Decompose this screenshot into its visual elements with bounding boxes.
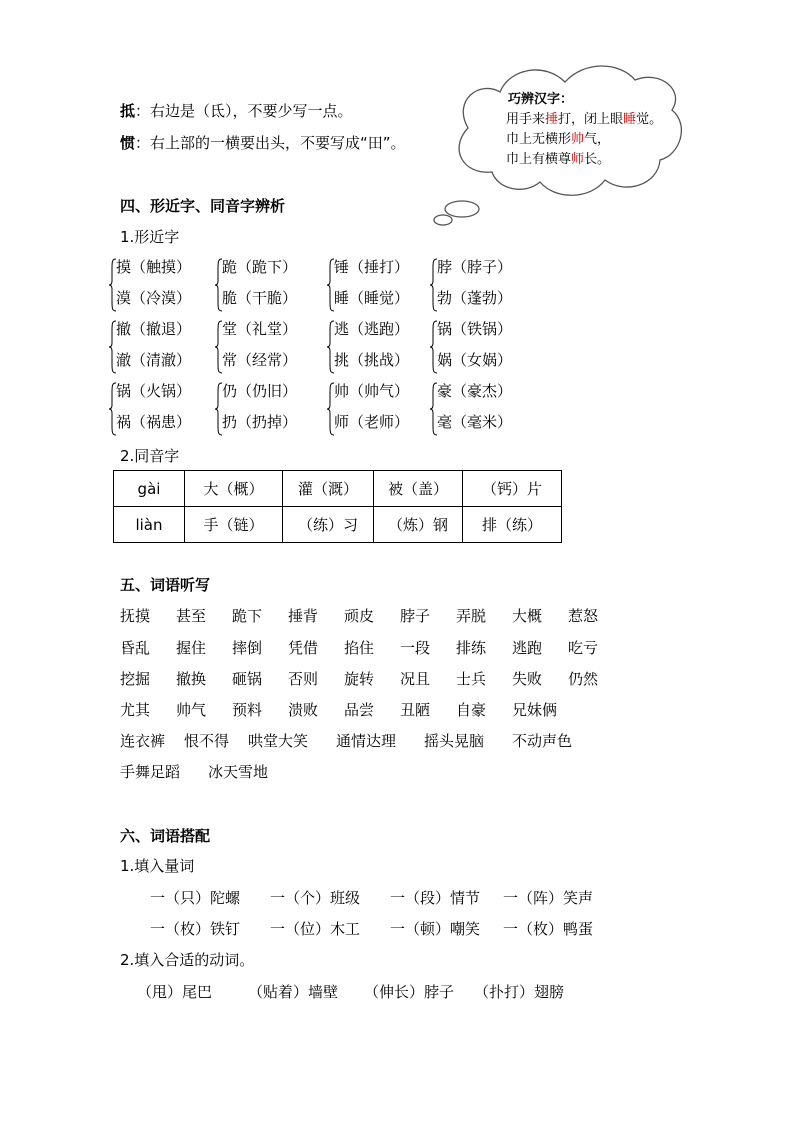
dictation-word: 摇头晃脑: [424, 732, 485, 750]
similar-char-pair: [326, 319, 436, 381]
similar-char-word: 扔（扔掉）: [222, 413, 298, 431]
similar-char-word: 常（经常）: [222, 351, 298, 369]
pinyin-cell: liàn: [114, 507, 185, 543]
similar-char-word: 跪（跪下）: [222, 258, 298, 276]
dictation-word: 捶背: [288, 607, 319, 625]
word-cell: （炼）钢: [374, 507, 463, 543]
cloud-line-2: 巾上无横形帅气，: [506, 132, 611, 147]
table-row: [114, 471, 562, 507]
similar-char-pair: [214, 257, 324, 319]
similar-char-word: 堂（礼堂）: [222, 320, 298, 338]
section6-sub2: 2.填入合适的动词。: [120, 951, 255, 969]
dictation-word: 挖掘: [120, 670, 151, 688]
dictation-word: 凭借: [288, 639, 319, 657]
dictation-word: 逃跑: [512, 639, 543, 657]
dictation-word: 况且: [400, 670, 431, 688]
dictation-word: 甚至: [176, 607, 207, 625]
note-text: ：右边是（氐），不要少写一点。: [135, 102, 353, 120]
similar-char-pair: [108, 381, 218, 443]
similar-char-word: 师（老师）: [334, 413, 410, 431]
verb-item: （扑打）翅膀: [474, 983, 565, 1001]
dictation-word: 顽皮: [344, 607, 375, 625]
similar-char-word: 豪（豪杰）: [437, 382, 513, 400]
similar-char-word: 挑（挑战）: [334, 351, 410, 369]
dictation-word: 手舞足蹈: [120, 763, 181, 781]
section4-title: 四、形近字、同音字辨析: [120, 197, 286, 215]
similar-char-word: 澈（清澈）: [116, 351, 192, 369]
similar-char-pair: [326, 381, 436, 443]
cloud-title: 巧辨汉字：: [508, 92, 574, 107]
table-row: [114, 507, 562, 543]
similar-char-pair: [429, 257, 539, 319]
word-cell: （练）习: [283, 507, 374, 543]
measure-word-item: 一（枚）鸭蛋: [503, 920, 594, 938]
dictation-word: 握住: [176, 639, 207, 657]
dictation-word: 品尝: [344, 701, 375, 719]
similar-char-pair: [214, 319, 324, 381]
similar-char-word: 娲（女娲）: [437, 351, 513, 369]
section5-title: 五、词语听写: [120, 576, 211, 594]
measure-word-item: 一（个）班级: [270, 889, 361, 907]
dictation-word: 自豪: [456, 701, 487, 719]
dictation-word: 脖子: [400, 607, 431, 625]
cloud-line-1: 用手来捶打，闭上眼睡觉。: [506, 112, 663, 127]
dictation-word: 摔倒: [232, 639, 263, 657]
dictation-word: 帅气: [176, 701, 207, 719]
dictation-word: 预料: [232, 701, 263, 719]
word-cell: 被（盖）: [374, 471, 463, 507]
dictation-word: 尤其: [120, 701, 151, 719]
word-cell: 排（练）: [463, 507, 562, 543]
dictation-word: 通情达理: [336, 732, 397, 750]
similar-char-word: 勃（蓬勃）: [437, 289, 513, 307]
verb-item: （伸长）脖子: [364, 983, 455, 1001]
similar-char-word: 仍（仍旧）: [222, 382, 298, 400]
similar-char-pair: [214, 381, 324, 443]
dictation-word: 吃亏: [568, 639, 599, 657]
similar-char-word: 睡（睡觉）: [334, 289, 410, 307]
section4-sub1: 1.形近字: [120, 228, 180, 246]
measure-word-item: 一（阵）笑声: [503, 889, 594, 907]
similar-char-word: 毫（毫米）: [437, 413, 513, 431]
similar-char-word: 锅（火锅）: [116, 382, 192, 400]
dictation-word: 否则: [288, 670, 319, 688]
verb-item: （甩）尾巴: [137, 983, 213, 1001]
dictation-word: 哄堂大笑: [248, 732, 309, 750]
similar-char-word: 锅（铁锅）: [437, 320, 513, 338]
cloud-line-3: 巾上有横尊师长。: [506, 152, 611, 167]
similar-char-pair: [108, 319, 218, 381]
verb-item: （贴着）墙壁: [248, 983, 339, 1001]
word-cell: 大（概）: [185, 471, 283, 507]
measure-word-item: 一（段）情节: [390, 889, 481, 907]
measure-word-item: 一（枚）铁钉: [150, 920, 241, 938]
dictation-word: 惹怒: [568, 607, 599, 625]
dictation-word: 兄妹俩: [512, 701, 558, 719]
dictation-word: 连衣裤: [120, 732, 166, 750]
note-char: 惯: [120, 134, 136, 152]
section6-title: 六、词语搭配: [120, 827, 211, 845]
similar-char-word: 漠（冷漠）: [116, 289, 192, 307]
word-cell: 手（链）: [185, 507, 283, 543]
similar-char-word: 逃（逃跑）: [334, 320, 410, 338]
note-char: 抵: [120, 102, 136, 120]
similar-char-word: 帅（帅气）: [334, 382, 410, 400]
similar-char-pair: [429, 381, 539, 443]
section6-sub1: 1.填入量词: [120, 857, 195, 875]
dictation-word: 士兵: [456, 670, 487, 688]
dictation-word: 丑陋: [400, 701, 431, 719]
similar-char-word: 祸（祸患）: [116, 413, 192, 431]
similar-char-pair: [326, 257, 436, 319]
dictation-word: 大概: [512, 607, 543, 625]
dictation-word: 旋转: [344, 670, 375, 688]
word-cell: 灌（溉）: [283, 471, 374, 507]
similar-char-pair: [429, 319, 539, 381]
similar-char-word: 摸（触摸）: [116, 258, 192, 276]
similar-char-word: 撤（撤退）: [116, 320, 192, 338]
dictation-word: 撤换: [176, 670, 207, 688]
similar-char-word: 锤（捶打）: [334, 258, 410, 276]
dictation-word: 昏乱: [120, 639, 151, 657]
similar-char-pair: [108, 257, 218, 319]
section4-sub2: 2.同音字: [120, 447, 180, 465]
similar-char-word: 脖（脖子）: [437, 258, 513, 276]
dictation-word: 排练: [456, 639, 487, 657]
dictation-word: 抚摸: [120, 607, 151, 625]
measure-word-item: 一（顿）嘲笑: [390, 920, 481, 938]
dictation-word: 冰天雪地: [208, 763, 269, 781]
similar-char-word: 脆（干脆）: [222, 289, 298, 307]
measure-word-item: 一（位）木工: [270, 920, 361, 938]
dictation-word: 一段: [400, 639, 431, 657]
dictation-word: 溃败: [288, 701, 319, 719]
homophone-table: [113, 470, 562, 543]
measure-word-item: 一（只）陀螺: [150, 889, 241, 907]
dictation-word: 仍然: [568, 670, 599, 688]
dictation-word: 跪下: [232, 607, 263, 625]
dictation-word: 恨不得: [184, 732, 230, 750]
dictation-word: 不动声色: [512, 732, 573, 750]
dictation-word: 掐住: [344, 639, 375, 657]
dictation-word: 失败: [512, 670, 543, 688]
note-text: ：右上部的一横要出头，不要写成“田”。: [135, 134, 406, 152]
dictation-word: 弄脱: [456, 607, 487, 625]
word-cell: （钙）片: [463, 471, 562, 507]
pinyin-cell: gài: [114, 471, 185, 507]
dictation-word: 砸锅: [232, 670, 263, 688]
